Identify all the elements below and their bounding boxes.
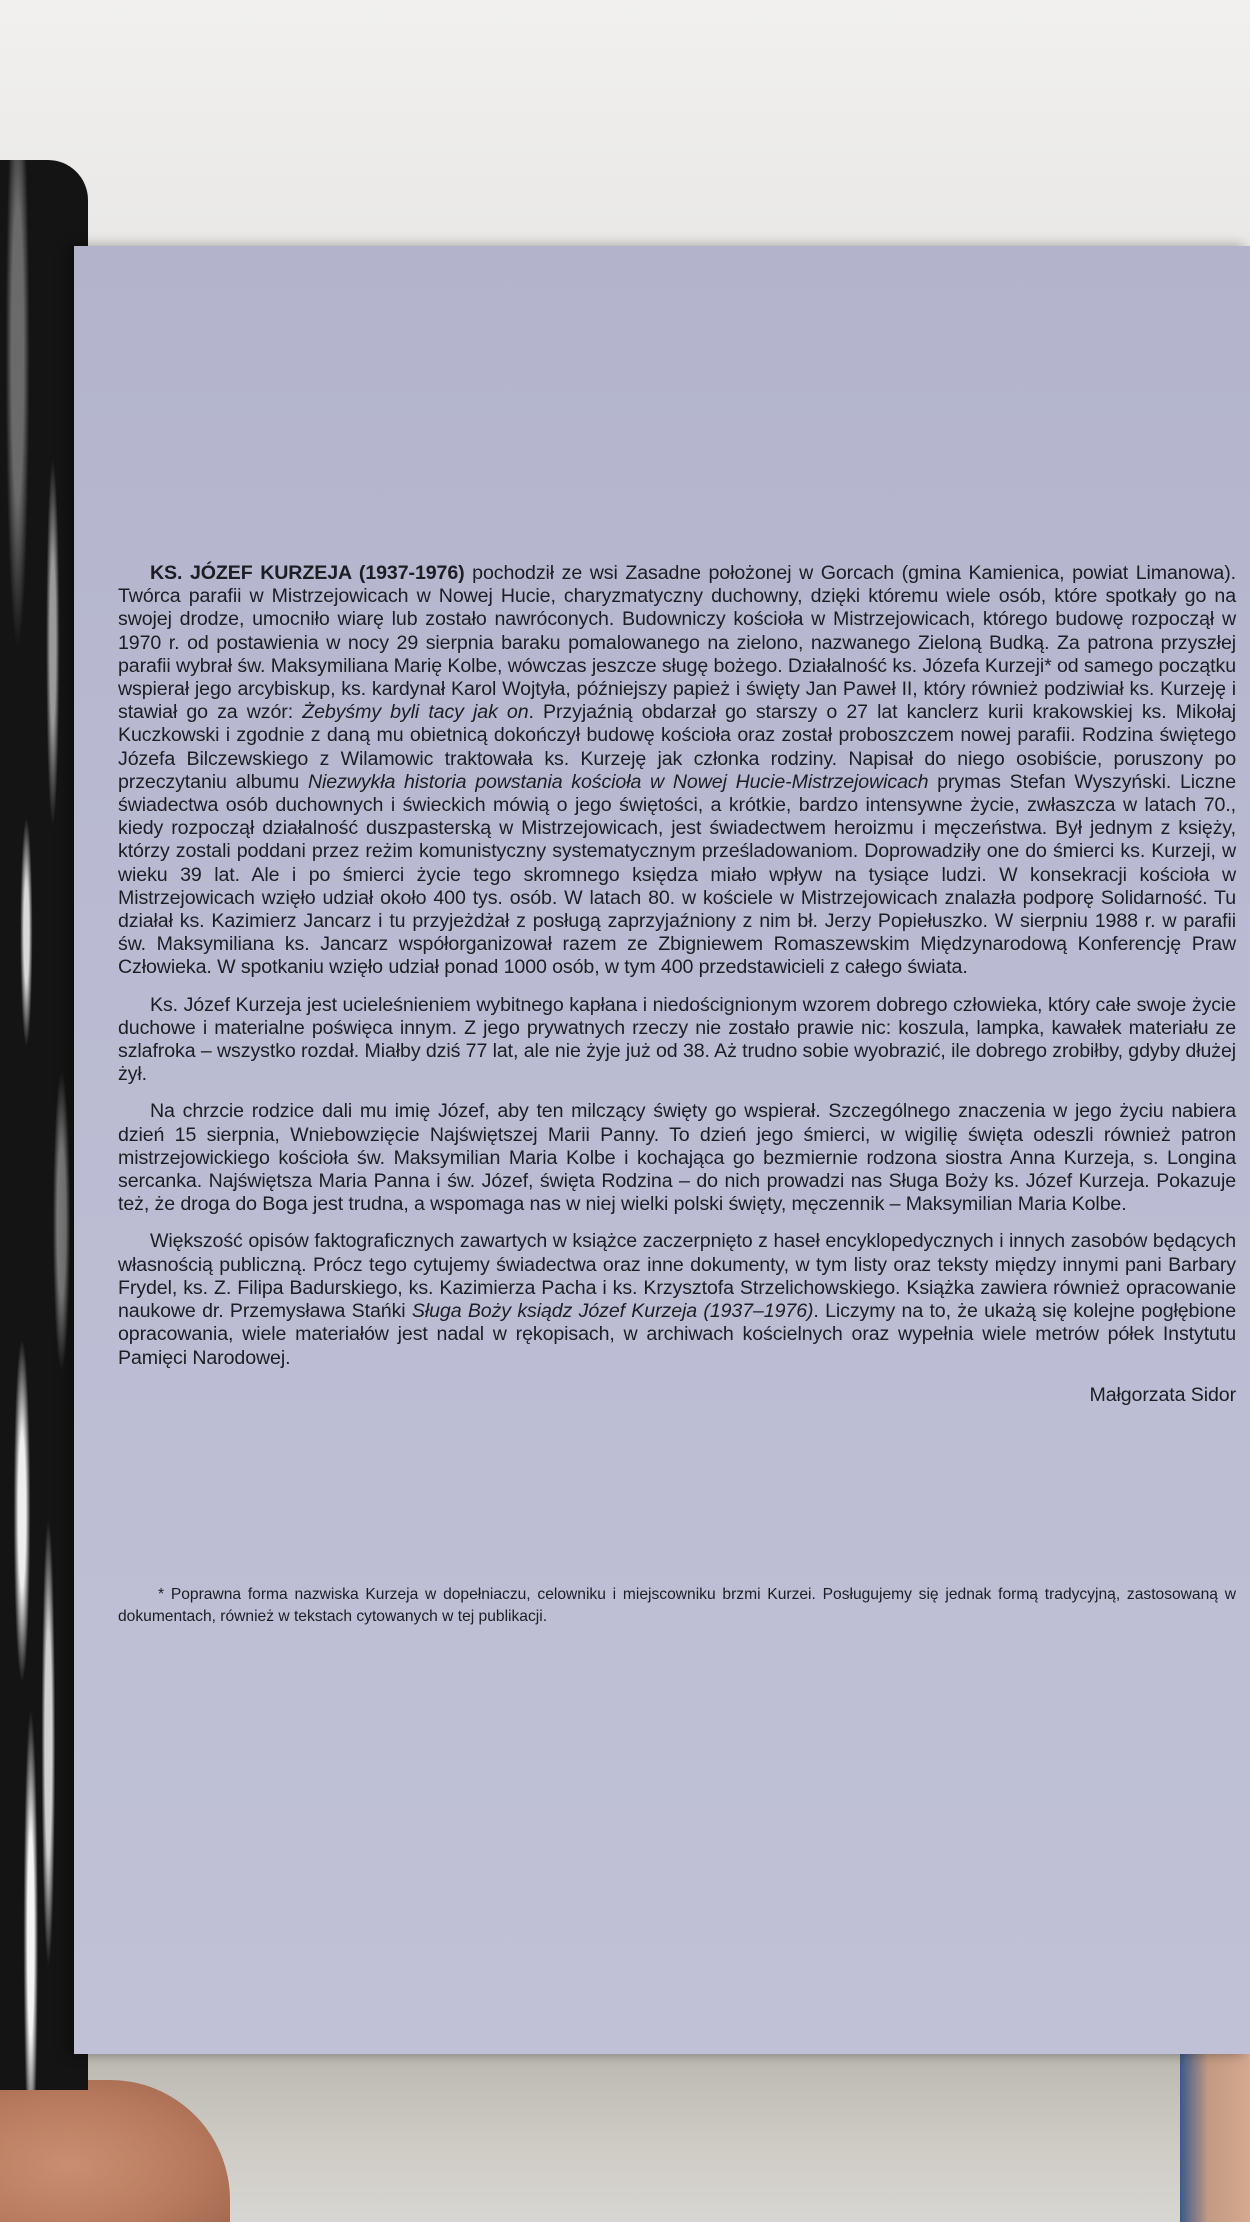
background-wall [0, 0, 1250, 260]
lead-name: KS. JÓZEF KURZEJA (1937-1976) [150, 562, 465, 584]
body-text [118, 562, 1236, 1407]
paragraph-3: Na chrzcie rodzice dali mu imię Józef, aby ten milczący święty go wspierał. Szczególnego znaczenia w jego życiu nabiera dzień 15 sierpnia, Wniebowzięcie Najświętszej Marii Panny. To dzień jego śmierci, w wigilię święta odeszli również patron mistrzejowickiego kościoła św. Maksymilian Maria Kolbe i kochająca go bezmiernie rodzona siostra Anna Kurzeja, s. Longina sercanka. Najświętsza Maria Panna i św. Józef, święta Rodzina – do nich prowadzi nas Sługa Boży ks. Józef Kurzeja. Pokazuje też, że droga do Boga jest trudna, a wspomaga nas w niej wielki polski święty, męczennik – Maksymilian Maria Kolbe. [118, 1100, 1236, 1216]
p4-book-title: Sługa Boży ksiądz Józef Kurzeja (1937–1976) [411, 1300, 814, 1323]
paragraph-1 [118, 562, 1236, 980]
p4-text-b: . Liczymy na to, że ukażą się kolejne pogłębione opracowania, wiele materiałów jest nadal w rękopisach, w archiwach kościelnych oraz wypełnia wiele metrów półek Instytutu Pamięci Narodowej. [118, 1300, 1236, 1369]
p1-text-c: prymas Stefan Wyszyński. Liczne świadectwa osób duchownych i świeckich mówią o jego świętości, a krótkie, bardzo intensywne życie, zwłaszcza w latach 70., kiedy rozpoczął działalność duszpasterską w Mistrzejowicach, jest świadectwem heroizmu i męczeństwa. Był jednym z księży, którzy zostali poddani przez reżim komunistyczny systematycznym prześladowaniom. Doprowadziły one do śmierci ks. Kurzeji, w wieku 39 lat. Ale i po śmierci życie tego skromnego księdza miało wpływ na tysiące ludzi. W konsekracji kościoła w Mistrzejowicach wzięło udział około 400 tys. osób. W latach 80. w kościele w Mistrzejowicach znalazła podporę Solidarność. Tu działał ks. Kazimierz Jancarz i tu przyjeżdżał z posługą zaprzyjaźniony z nim bł. Jerzy Popiełuszko. W sierpniu 1988 r. w parafii św. Maksymiliana ks. Jancarz współorganizował razem ze Zbigniewem Romaszewskim Międzynarodową Konferencję Praw Człowieka. W spotkaniu wzięło udział ponad 1000 osób, w tym 400 przedstawicieli z całego świata. [118, 770, 1236, 979]
book-page [74, 246, 1250, 2054]
p4-text-a: Większość opisów faktograficznych zawartych w książce zaczerpnięto z haseł encyklopedycznych i innych zasobów będących własnością publiczną. Prócz tego cytujemy świadectwa oraz inne dokumenty, w tym listy oraz teksty między innymi pani Barbary Frydel, ks. Z. Filipa Badurskiego, ks. Kazimierza Pacha i ks. Krzysztofa Strzelichowskiego. Książka zawiera również opracowanie naukowe dr. Przemysława Stańki [118, 1230, 1236, 1323]
p1-text-b: . Przyjaźnią obdarzał go starszy o 27 lat kanclerz kurii krakowskiej ks. Mikołaj Kuczkowski i zgodnie z daną mu obietnicą dokończył budowę kościoła oraz został proboszczem nowej parafii. Rodzina świętego Józefa Bilczewskiego z Wilamowic traktowała ks. Kurzeję jak członka rodziny. Napisał do niego osobiście, poruszony po przeczytaniu albumu [118, 701, 1237, 793]
footnote: * Poprawna forma nazwiska Kurzeja w dopełniaczu, celowniku i miejscowniku brzmi Kurzei. Posługujemy się jednak formą tradycyjną, zastosowaną w dokumentach, również w tekstach cytowanych w tej publikacji. [118, 1586, 1236, 1625]
paragraph-2: Ks. Józef Kurzeja jest ucieleśnieniem wybitnego kapłana i niedoścignionym wzorem dobrego człowieka, który całe swoje życie duchowe i materialne poświęca innym. Z jego prywatnych rzeczy nie zostało prawie nic: koszula, lampka, kawałek materiału ze szlafroka – wszystko rozdał. Miałby dziś 77 lat, ale nie żyje już od 38. Aż trudno sobie wyobrazić, ile dobrego zrobiłby, gdyby dłużej żył. [118, 993, 1236, 1086]
p1-album-title: Niezwykła historia powstania kościoła w Nowej Hucie-Mistrzejowicach [308, 770, 929, 793]
paragraph-4 [118, 1230, 1236, 1369]
author-signature: Małgorzata Sidor [1089, 1383, 1236, 1406]
p1-quote: Żebyśmy byli tacy jak on [302, 701, 529, 724]
p1-text-a: pochodził ze wsi Zasadne położonej w Gorcach (gmina Kamienica, powiat Limanowa). Twórca parafii w Mistrzejowicach w Nowej Hucie, charyzmatyczny duchowny, dzięki któremu wiele osób, które spotkały go na swojej drodze, umocniło wiarę lub zostało nawróconych. Budowniczy kościoła w Mistrzejowicach, którego budowę rozpoczął w 1970 r. od postawienia w nocy 29 sierpnia baraku pomalowanego na zielono, nazwanego Zieloną Budką. Za patrona przyszłej parafii wybrał św. Maksymiliana Marię Kolbe, wówczas jeszcze sługę bożego. Działalność ks. Józefa Kurzeji* od samego początku wspierał jego arcybiskup, ks. kardynał Karol Wojtyła, późniejszy papież i święty Jan Paweł II, który również podziwiał ks. Kurzeję i stawiał go za wzór: [118, 562, 1236, 724]
